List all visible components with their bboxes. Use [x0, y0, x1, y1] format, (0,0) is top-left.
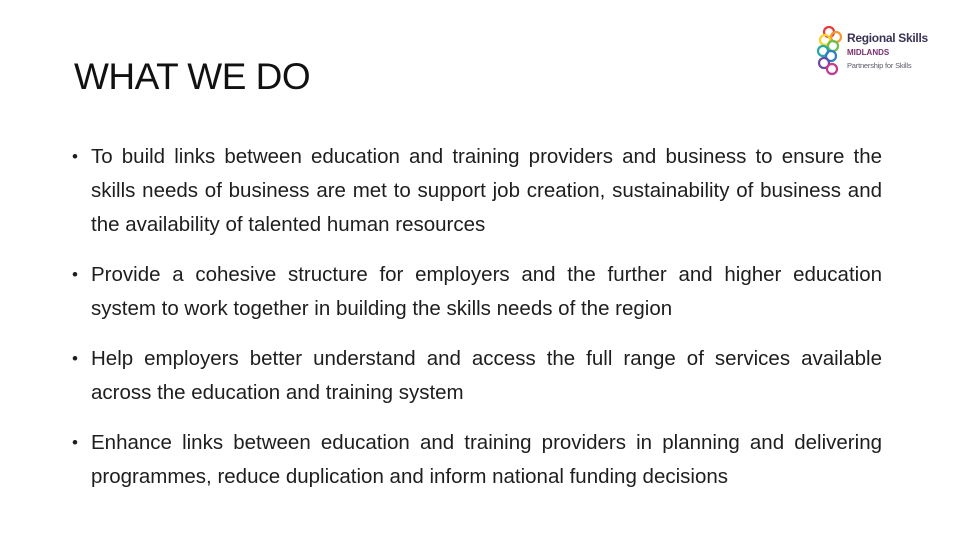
bullet-dot: •: [72, 265, 78, 284]
bullet-dot: •: [72, 349, 78, 368]
bullet-text: Provide a cohesive structure for employers and the further and higher education system to work together in building the skills needs of the region: [91, 263, 882, 320]
bullet-dot: •: [72, 433, 78, 452]
bullet-item: [72, 258, 882, 326]
bullet-list: [72, 140, 882, 494]
logo-ring-icon: [816, 24, 846, 80]
logo-name: Regional Skills: [847, 31, 928, 45]
regional-skills-logo: [816, 24, 928, 84]
logo-tagline: Partnership for Skills: [847, 61, 912, 70]
logo-ring: [828, 41, 838, 51]
logo-region: MIDLANDS: [847, 48, 890, 57]
bullet-text: Enhance links between education and training providers in planning and delivering programmes, reduce duplication and inform national funding decisions: [91, 431, 882, 488]
bullet-item: [72, 140, 882, 242]
bullet-text: To build links between education and training providers and business to ensure the skills needs of business are met to support job creation, sustainability of business and the availability of talented human resources: [91, 145, 882, 236]
slide-title: WHAT WE DO: [74, 56, 311, 97]
bullet-dot: •: [72, 147, 78, 166]
bullet-text: Help employers better understand and access the full range of services available across the education and training system: [91, 347, 882, 404]
logo-ring: [827, 64, 837, 74]
bullet-item: [72, 342, 882, 410]
bullet-item: [72, 426, 882, 494]
